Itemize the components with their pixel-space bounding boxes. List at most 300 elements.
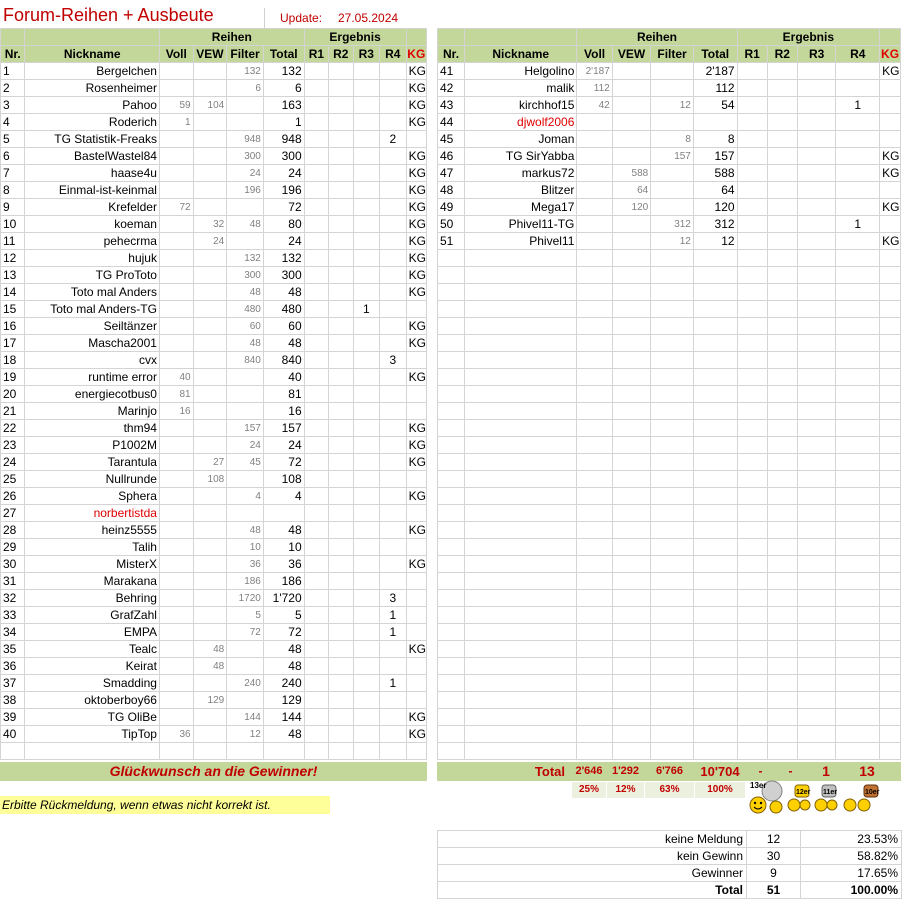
row-nr: 37 [1, 675, 25, 692]
empty-cell [693, 437, 737, 454]
row-r3 [353, 318, 379, 335]
empty-cell [651, 658, 694, 675]
empty-cell [612, 641, 650, 658]
row-kg [406, 539, 426, 556]
empty-cell [797, 403, 835, 420]
row-total: 48 [263, 726, 304, 743]
row-r3 [353, 182, 379, 199]
row-total: 24 [263, 437, 304, 454]
row-r1 [304, 284, 328, 301]
empty-cell [737, 267, 767, 284]
empty-cell [465, 250, 577, 267]
empty-cell [438, 471, 465, 488]
row-r3 [353, 420, 379, 437]
row-kg [406, 590, 426, 607]
empty-cell [737, 284, 767, 301]
empty-cell [612, 522, 650, 539]
row-total: 72 [263, 454, 304, 471]
row-r3 [353, 63, 379, 80]
row-r1 [737, 165, 767, 182]
empty-cell [767, 607, 797, 624]
row-filter: 1720 [227, 590, 264, 607]
row-r4 [380, 420, 407, 437]
empty-cell [797, 726, 835, 743]
row-nickname: heinz5555 [25, 522, 160, 539]
row-r4 [380, 539, 407, 556]
empty-cell [438, 522, 465, 539]
row-kg: KG [406, 726, 426, 743]
row-nr: 49 [438, 199, 465, 216]
empty-cell [880, 556, 901, 573]
empty-cell [612, 539, 650, 556]
row-vew [193, 63, 227, 80]
empty-cell [438, 267, 465, 284]
empty-cell [612, 420, 650, 437]
row-nickname: Rosenheimer [25, 80, 160, 97]
empty-cell [465, 641, 577, 658]
empty-cell [836, 335, 880, 352]
empty-cell [438, 624, 465, 641]
empty-cell [797, 318, 835, 335]
row-vew: 32 [193, 216, 227, 233]
empty-cell [693, 692, 737, 709]
row-kg [880, 80, 901, 97]
row-kg: KG [406, 284, 426, 301]
row-nickname: thm94 [25, 420, 160, 437]
row-voll [577, 199, 612, 216]
row-r1 [304, 505, 328, 522]
row-total: 132 [263, 250, 304, 267]
empty-cell [465, 624, 577, 641]
row-vew [612, 131, 650, 148]
row-r1 [737, 63, 767, 80]
empty-cell [737, 658, 767, 675]
empty-cell [737, 641, 767, 658]
page-title: Forum-Reihen + Ausbeute [3, 5, 214, 25]
row-nickname: Phivel11 [465, 233, 577, 250]
row-filter: 240 [227, 675, 264, 692]
row-nickname: Behring [25, 590, 160, 607]
row-r3 [353, 165, 379, 182]
row-r4 [836, 80, 880, 97]
table-row [1, 114, 427, 131]
row-total: 1'720 [263, 590, 304, 607]
row-nr: 29 [1, 539, 25, 556]
row-total: 24 [263, 165, 304, 182]
row-nr: 22 [1, 420, 25, 437]
row-voll: 40 [159, 369, 193, 386]
empty-cell [836, 743, 880, 760]
empty-cell [438, 726, 465, 743]
row-r2 [329, 420, 353, 437]
row-filter [651, 114, 694, 131]
row-filter [651, 80, 694, 97]
row-vew: 27 [193, 454, 227, 471]
empty-cell [737, 590, 767, 607]
row-r2 [767, 80, 797, 97]
prize-label-13er: 13er [750, 781, 767, 790]
row-r1 [304, 250, 328, 267]
empty-cell [577, 301, 612, 318]
percent-vew: 12% [607, 782, 644, 798]
empty-cell [612, 488, 650, 505]
table-row [1, 369, 427, 386]
totals-r3: 1 [822, 763, 830, 779]
row-voll [577, 131, 612, 148]
empty-cell [880, 437, 901, 454]
empty-cell [329, 743, 353, 760]
empty-cell [767, 709, 797, 726]
empty-cell [767, 267, 797, 284]
empty-cell [651, 386, 694, 403]
row-total: 81 [263, 386, 304, 403]
empty-cell [465, 658, 577, 675]
empty-cell [767, 726, 797, 743]
empty-cell [612, 437, 650, 454]
empty-cell [797, 420, 835, 437]
row-nr: 4 [1, 114, 25, 131]
row-r3 [353, 335, 379, 352]
row-r2 [767, 182, 797, 199]
row-nickname: Toto mal Anders [25, 284, 160, 301]
row-r4: 1 [380, 675, 407, 692]
empty-cell [693, 658, 737, 675]
row-vew: 588 [612, 165, 650, 182]
empty-cell [737, 369, 767, 386]
empty-cell [577, 658, 612, 675]
row-voll [159, 658, 193, 675]
row-total [693, 114, 737, 131]
row-total: 5 [263, 607, 304, 624]
empty-cell [767, 573, 797, 590]
row-r1 [304, 335, 328, 352]
row-filter [651, 165, 694, 182]
empty-cell [767, 590, 797, 607]
row-r1 [737, 148, 767, 165]
row-nr: 7 [1, 165, 25, 182]
row-r2 [329, 148, 353, 165]
empty-cell [651, 505, 694, 522]
row-r3 [797, 148, 835, 165]
row-r2 [329, 641, 353, 658]
row-vew [193, 386, 227, 403]
header-nr: Nr. [438, 46, 465, 63]
row-total: 72 [263, 199, 304, 216]
empty-cell [465, 267, 577, 284]
row-nr: 36 [1, 658, 25, 675]
row-voll: 2'187 [577, 63, 612, 80]
row-voll [159, 284, 193, 301]
table-row [438, 165, 901, 182]
empty-cell [612, 675, 650, 692]
empty-cell [465, 471, 577, 488]
row-r3 [353, 437, 379, 454]
table-row [1, 335, 427, 352]
row-kg [880, 97, 901, 114]
empty-cell [767, 403, 797, 420]
empty-cell [693, 675, 737, 692]
totals-total: 10'704 [700, 764, 740, 779]
row-r1 [737, 199, 767, 216]
header-filter: Filter [227, 46, 264, 63]
row-voll: 16 [159, 403, 193, 420]
empty-cell [693, 624, 737, 641]
row-r4 [380, 437, 407, 454]
row-total: 196 [263, 182, 304, 199]
empty-cell [465, 556, 577, 573]
row-r1 [304, 471, 328, 488]
row-r3 [353, 352, 379, 369]
row-nickname: Helgolino [465, 63, 577, 80]
totals-r4: 13 [859, 763, 875, 779]
empty-cell [651, 318, 694, 335]
congrats-text: Glückwunsch an die Gewinner! [109, 763, 318, 779]
empty-cell [612, 403, 650, 420]
empty-cell [577, 624, 612, 641]
row-nr: 8 [1, 182, 25, 199]
empty-cell [612, 335, 650, 352]
table-row [1, 403, 427, 420]
empty-row [438, 607, 901, 624]
row-kg [880, 131, 901, 148]
row-nr: 16 [1, 318, 25, 335]
empty-cell [836, 675, 880, 692]
empty-cell [797, 386, 835, 403]
row-r2 [767, 165, 797, 182]
row-kg [406, 386, 426, 403]
row-filter: 8 [651, 131, 694, 148]
row-filter [651, 182, 694, 199]
row-filter: 840 [227, 352, 264, 369]
row-r1 [304, 97, 328, 114]
row-r4 [380, 199, 407, 216]
row-kg [406, 352, 426, 369]
13er-prize-icon [748, 779, 786, 815]
empty-cell [438, 488, 465, 505]
empty-cell [880, 403, 901, 420]
row-nickname: Seiltänzer [25, 318, 160, 335]
empty-cell [880, 709, 901, 726]
empty-cell [651, 692, 694, 709]
percent-total: 100% [695, 782, 745, 798]
row-r1 [304, 675, 328, 692]
empty-cell [767, 539, 797, 556]
row-filter [227, 403, 264, 420]
empty-cell [612, 692, 650, 709]
empty-row [438, 692, 901, 709]
row-r2 [329, 692, 353, 709]
empty-cell [693, 386, 737, 403]
empty-cell [577, 726, 612, 743]
empty-row [438, 522, 901, 539]
empty-cell [577, 675, 612, 692]
row-voll [159, 182, 193, 199]
empty-cell [836, 624, 880, 641]
table-row [1, 420, 427, 437]
row-r1 [304, 692, 328, 709]
row-vew [193, 556, 227, 573]
row-total: 48 [263, 641, 304, 658]
row-r2 [767, 148, 797, 165]
row-r4 [380, 556, 407, 573]
empty-cell [465, 386, 577, 403]
header-r3: R3 [353, 46, 379, 63]
row-kg [406, 675, 426, 692]
row-r4 [380, 233, 407, 250]
empty-cell [767, 658, 797, 675]
empty-cell [577, 488, 612, 505]
empty-cell [651, 471, 694, 488]
row-r4 [836, 165, 880, 182]
row-vew [193, 590, 227, 607]
table-row [1, 165, 427, 182]
empty-cell [693, 573, 737, 590]
row-kg: KG [406, 454, 426, 471]
header-kg: KG [881, 46, 900, 61]
empty-cell [836, 488, 880, 505]
empty-cell [438, 335, 465, 352]
empty-cell [737, 386, 767, 403]
row-total: 48 [263, 284, 304, 301]
row-r1 [304, 131, 328, 148]
empty-cell [880, 250, 901, 267]
row-filter: 45 [227, 454, 264, 471]
table-row [1, 692, 427, 709]
summary-row [438, 831, 902, 848]
row-r4 [380, 641, 407, 658]
row-total: 112 [693, 80, 737, 97]
empty-cell [577, 335, 612, 352]
empty-cell [767, 318, 797, 335]
12er-prize-icon [787, 783, 811, 813]
row-voll [159, 318, 193, 335]
row-r1 [304, 709, 328, 726]
row-r2 [329, 726, 353, 743]
row-r2 [329, 199, 353, 216]
empty-cell [797, 488, 835, 505]
row-nickname: djwolf2006 [465, 114, 577, 131]
empty-row [438, 675, 901, 692]
header-blank [1, 29, 25, 46]
row-total: 12 [693, 233, 737, 250]
row-r4 [836, 182, 880, 199]
row-r1 [304, 573, 328, 590]
empty-cell [651, 573, 694, 590]
results-table-left [0, 28, 427, 760]
empty-cell [737, 250, 767, 267]
empty-cell [737, 624, 767, 641]
row-r3 [353, 148, 379, 165]
row-voll [159, 471, 193, 488]
row-nr: 3 [1, 97, 25, 114]
empty-row [438, 301, 901, 318]
empty-cell [577, 267, 612, 284]
summary-percent: 100.00% [801, 882, 902, 899]
row-filter: 5 [227, 607, 264, 624]
row-nr: 40 [1, 726, 25, 743]
row-nr: 18 [1, 352, 25, 369]
row-r2 [329, 505, 353, 522]
row-vew [193, 80, 227, 97]
totals-label: Total [534, 764, 565, 779]
row-r3 [353, 641, 379, 658]
empty-cell [836, 573, 880, 590]
empty-cell [767, 505, 797, 522]
row-vew [193, 131, 227, 148]
row-r1 [304, 556, 328, 573]
empty-row [438, 267, 901, 284]
row-r4: 3 [380, 352, 407, 369]
empty-cell [797, 658, 835, 675]
empty-row [438, 556, 901, 573]
row-voll [159, 437, 193, 454]
row-total: 64 [693, 182, 737, 199]
table-row [1, 556, 427, 573]
row-nickname: Blitzer [465, 182, 577, 199]
header-nickname: Nickname [465, 46, 577, 63]
empty-cell [767, 437, 797, 454]
table-row [438, 182, 901, 199]
table-row [1, 318, 427, 335]
row-r2 [329, 709, 353, 726]
empty-cell [651, 352, 694, 369]
row-filter: 48 [227, 284, 264, 301]
empty-cell [651, 284, 694, 301]
table-row [438, 148, 901, 165]
row-filter [227, 692, 264, 709]
empty-cell [465, 607, 577, 624]
empty-cell [612, 505, 650, 522]
header-r4: R4 [836, 46, 880, 63]
empty-cell [693, 505, 737, 522]
row-r1 [304, 539, 328, 556]
row-nickname: Toto mal Anders-TG [25, 301, 160, 318]
row-vew [193, 573, 227, 590]
row-r4 [380, 148, 407, 165]
empty-cell [465, 505, 577, 522]
empty-cell [693, 590, 737, 607]
row-voll [577, 165, 612, 182]
row-r2 [329, 658, 353, 675]
divider [264, 8, 265, 28]
empty-cell [693, 420, 737, 437]
row-r2 [329, 318, 353, 335]
row-total: 36 [263, 556, 304, 573]
row-nr: 50 [438, 216, 465, 233]
empty-cell [577, 386, 612, 403]
summary-table [437, 830, 902, 899]
row-vew: 64 [612, 182, 650, 199]
empty-cell [651, 369, 694, 386]
empty-cell [612, 607, 650, 624]
row-nickname: Marinjo [25, 403, 160, 420]
row-voll [159, 63, 193, 80]
row-nickname: BastelWastel84 [25, 148, 160, 165]
empty-cell [193, 743, 227, 760]
row-r2 [329, 301, 353, 318]
row-vew [193, 488, 227, 505]
row-vew [193, 369, 227, 386]
empty-cell [797, 301, 835, 318]
row-r1 [304, 318, 328, 335]
row-vew: 48 [193, 641, 227, 658]
empty-cell [737, 403, 767, 420]
row-nickname: Einmal-ist-keinmal [25, 182, 160, 199]
empty-cell [737, 556, 767, 573]
empty-cell [651, 437, 694, 454]
row-r3 [353, 488, 379, 505]
empty-cell [263, 743, 304, 760]
